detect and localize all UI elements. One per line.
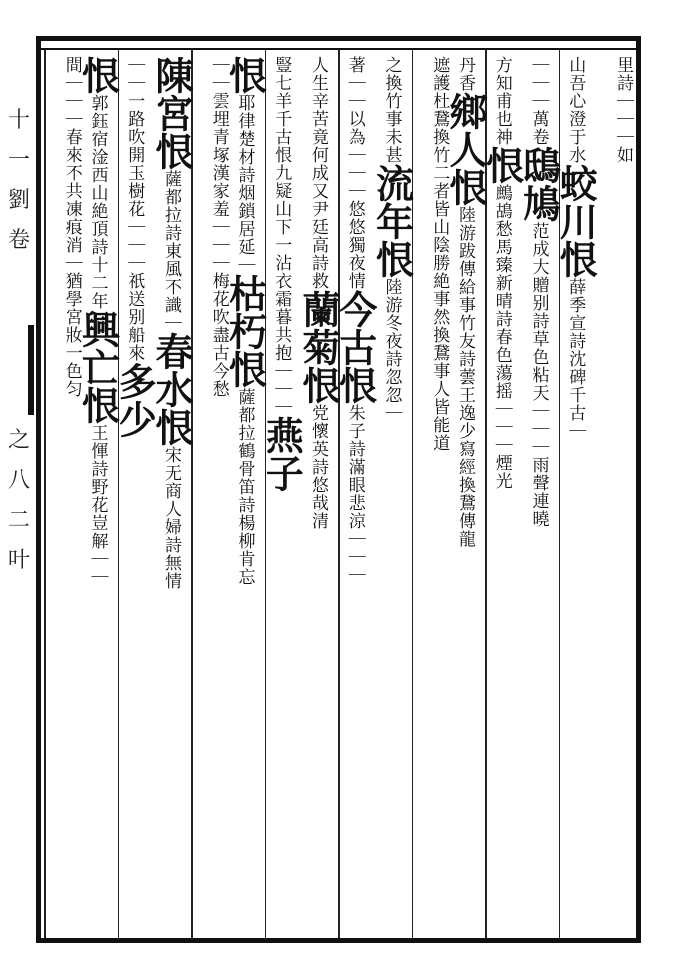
- text-column: [553, 56, 599, 932]
- annotation-text: 王惲詩野花豈解｜｜: [87, 424, 108, 586]
- margin-char: 叶: [8, 548, 31, 573]
- annotation-text: 之換竹事未甚: [381, 56, 402, 164]
- entry-heading: 興亡恨: [75, 310, 121, 424]
- entry-heading: 恨: [479, 146, 525, 184]
- margin-char: 劉: [8, 188, 31, 213]
- entry-heading: 蘭菊恨: [296, 290, 341, 404]
- entry-heading: 蛟川恨: [553, 164, 599, 278]
- text-column: [332, 56, 378, 932]
- annotation-text: 遮護杜: [429, 56, 450, 110]
- text-column: [412, 56, 449, 932]
- annotation-text: 薛季宣詩沈碑千古｜: [565, 278, 586, 440]
- annotation-text: 宋无商人婦詩無情: [161, 446, 181, 590]
- text-column: [479, 56, 525, 932]
- entry-heading: 今古恨: [332, 290, 378, 404]
- margin-fishtail-mark: [28, 325, 34, 415]
- entry-heading: 恨: [75, 56, 121, 94]
- text-column: [149, 56, 194, 932]
- annotation-text: ｜｜悠悠獨夜情: [344, 164, 365, 290]
- frame-right-line: [636, 36, 641, 943]
- entry-heading: 燕子: [259, 416, 305, 492]
- annotation-text: ｜｜｜祇送别船來: [124, 218, 145, 362]
- annotation-text: ｜｜一路吹開玉樹花: [124, 56, 145, 218]
- annotation-text: 著｜｜以為｜: [344, 56, 365, 164]
- entry-heading: 陳宮恨: [149, 56, 194, 170]
- text-column: [191, 56, 228, 932]
- margin-char: 之: [8, 428, 31, 453]
- annotation-text: 范成大贈别詩草色粘天｜｜｜雨聲連曉: [528, 222, 549, 528]
- annotation-text: ｜｜｜萬卷: [528, 56, 549, 146]
- text-column: [75, 56, 121, 932]
- frame-bottom-line: [36, 938, 640, 943]
- margin-char: 八: [8, 468, 31, 493]
- annotation-text: 陸游冬夜詩忽忽｜: [381, 278, 402, 422]
- entry-heading: 鄉人恨: [443, 92, 488, 206]
- annotation-text: 山吾心澄于水: [565, 56, 586, 164]
- entry-heading: 多少: [112, 362, 158, 438]
- text-column: [595, 56, 632, 932]
- entry-heading: 鴟鳩: [516, 146, 562, 222]
- margin-char: 卷: [8, 228, 31, 253]
- text-column: [112, 56, 158, 932]
- annotation-text: 郭鈺宿淦西山絶頂詩十二年: [87, 94, 108, 310]
- margin-char: 十: [8, 108, 31, 133]
- annotation-text: 薩都拉詩東風不識｜: [161, 170, 181, 332]
- text-column: [222, 56, 268, 932]
- frame-top-line: [36, 36, 640, 41]
- annotation-text: 鵞換竹二者皆山陰勝絶事然換鵞事人皆能道: [429, 110, 450, 452]
- annotation-text: 霜暮共抱｜｜｜: [271, 290, 292, 416]
- annotation-text: ｜｜雲埋青塚漢家羞: [208, 56, 229, 218]
- annotation-text: ｜｜｜梅花吹盡古今愁: [208, 218, 229, 398]
- annotation-text: ｜猶學宮妝一色匀: [61, 254, 82, 398]
- entry-heading: 枯朽恨: [222, 274, 268, 388]
- entry-heading: 春水恨: [149, 332, 194, 446]
- text-column: [44, 56, 81, 932]
- annotation-text: 朱子詩滿眼悲涼｜｜｜: [344, 404, 365, 584]
- annotation-text: 党懷英詩悠哉清: [308, 404, 328, 530]
- entry-heading: 流年恨: [369, 164, 415, 278]
- annotation-text: 豎七羊千古恨九疑山下一沾衣: [271, 56, 292, 290]
- annotation-text: 間｜｜｜春來不共凍痕消: [61, 56, 82, 254]
- text-column: [369, 56, 415, 932]
- margin-char: 二: [8, 508, 31, 533]
- annotation-text: 里詩｜｜｜如: [613, 56, 633, 164]
- text-column: [296, 56, 341, 932]
- text-column: [443, 56, 488, 932]
- annotation-text: 耶律楚材詩烟鎖居延｜: [234, 94, 255, 274]
- annotation-text: 方知甫也神: [491, 56, 512, 146]
- text-column: [516, 56, 562, 932]
- margin-char: 一: [8, 148, 31, 173]
- frame-left-line: [36, 36, 41, 943]
- annotation-text: 鷓鴣愁馬臻新晴詩春色蕩摇｜｜｜煙光: [491, 184, 512, 490]
- annotation-text: 薩都拉鶴骨笛詩楊柳肯忘: [234, 388, 255, 586]
- annotation-text: 丹香: [455, 56, 475, 92]
- annotation-text: 陸游跋傳給事竹友詩蕓王逸少寫經換鵞傳龍: [455, 206, 475, 548]
- page-margin-label: [4, 40, 34, 938]
- annotation-text: 人生辛苦竟何成又尹廷高詩救: [308, 56, 328, 290]
- text-column: [259, 56, 305, 932]
- entry-heading: 恨: [222, 56, 268, 94]
